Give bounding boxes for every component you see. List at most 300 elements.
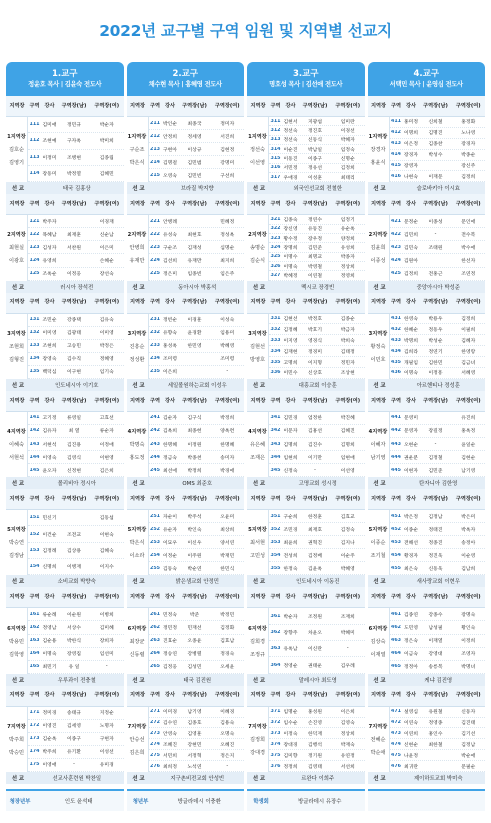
teacher-name: 장대경 [283, 742, 298, 748]
teacher-name: 정은미 [163, 272, 177, 278]
district-number: 415 [390, 162, 401, 168]
mission-label: 선 교 [11, 677, 25, 684]
region-leader-name: 조현희 [8, 343, 25, 350]
table-row [269, 412, 365, 425]
leader-male-name: 정진욱 [428, 553, 443, 559]
table-row [149, 562, 245, 575]
district-rows [149, 117, 245, 182]
leader-female-name: 박혜영 [220, 344, 235, 350]
district-number: 452 [390, 526, 401, 532]
leader-female-name: 조연정 [461, 272, 476, 278]
teacher-name: 유향숙 [163, 331, 177, 337]
district-number: 434 [390, 348, 401, 354]
table-row [269, 243, 365, 252]
district-number: 341 [270, 415, 281, 421]
header-leader-female: 구역장(여) [94, 495, 120, 502]
region-leader-name: 신동렬 [129, 651, 145, 658]
leader-male-name: 이지형 [308, 360, 322, 366]
leader-female-name: 강명미 [220, 160, 235, 166]
leader-male-name: 김수직 [67, 357, 81, 363]
mission-label: 선 교 [11, 284, 25, 291]
footer-text: 방글라데시 유장수 [298, 799, 342, 805]
leader-male-name: 정태진 [428, 527, 443, 533]
table-row [28, 150, 124, 166]
header-district: 구역 [390, 692, 402, 699]
district-number: 463 [390, 638, 401, 644]
leader-male-name: 조정원 [308, 614, 322, 620]
teacher-name: 임명순 [283, 710, 298, 716]
region-table-header [6, 96, 124, 117]
footer-missions [6, 789, 485, 811]
leader-male-name: 김민준 [308, 245, 322, 251]
region-table-header [127, 587, 245, 608]
header-region-leader: 지역장 [250, 692, 266, 699]
leader-female-name: 최상희 [220, 527, 235, 533]
district-number: 455 [390, 565, 401, 571]
table-row [269, 761, 365, 772]
district-number: 374 [270, 741, 281, 747]
header-region-leader: 지역장 [9, 594, 25, 601]
region-label: 3지역장 [127, 330, 147, 337]
header-region-leader: 지역장 [129, 594, 146, 601]
header-leader-male: 구역장(남) [182, 102, 207, 109]
district-rows [390, 314, 486, 379]
leader-male-name: 박정열 [67, 172, 81, 178]
district-rows [28, 510, 124, 575]
district-number: 431 [390, 316, 401, 321]
leader-female-name: 서혜영 [461, 371, 476, 377]
table-row [149, 340, 245, 353]
district-number: 121 [29, 218, 40, 224]
region-label: 1지역장 [368, 134, 388, 141]
district-number: 363 [270, 646, 281, 652]
district-number: 234 [149, 356, 160, 362]
header-teacher: 강사 [44, 102, 55, 109]
teacher-name: 이민수 [283, 371, 298, 377]
teacher-name: 장신영 [283, 227, 298, 233]
leader-female-name: 임기숙 [99, 370, 114, 376]
district-number: 443 [390, 441, 401, 447]
teacher-name: 장동미 [42, 172, 57, 178]
leader-female-name: 민혜정 [220, 219, 235, 225]
region-block [127, 391, 245, 489]
region-body [368, 117, 486, 182]
region-label: 7지역장 [7, 723, 26, 730]
mission-row [247, 182, 365, 194]
region-block [368, 587, 486, 685]
table-row [269, 562, 365, 575]
header-teacher: 강사 [164, 397, 176, 404]
teacher-name: 김동숙 [163, 566, 177, 572]
district-number: 315 [270, 155, 281, 161]
mission-text: 중앙아시아 박성준 [416, 284, 460, 291]
mission-text: 볼리비아 정시아 [57, 481, 96, 488]
district-number: 112 [29, 138, 40, 144]
district-number: 351 [270, 513, 281, 519]
district-number: 361 [270, 613, 281, 619]
table-row [269, 335, 365, 346]
leader-male-name: 박영철 [308, 264, 322, 270]
teacher-name: 조미령 [163, 357, 177, 363]
header-district: 구역 [270, 495, 281, 502]
header-teacher: 강사 [44, 397, 55, 404]
district-rows [149, 412, 245, 477]
table-row [390, 139, 486, 150]
district-number: 414 [390, 152, 401, 158]
district-number: 265 [149, 664, 160, 670]
district-number: 326 [270, 263, 281, 269]
leader-female-name: 박정희 [220, 416, 235, 422]
mission-text: 밝은샘교회 안정민 [175, 579, 219, 586]
leader-male-name: 강종택 [67, 318, 81, 324]
district-number: 235 [149, 369, 160, 375]
district-number: 241 [149, 415, 160, 421]
region-body [127, 608, 245, 673]
district-number: 263 [149, 638, 160, 644]
teacher-name: 조민순 [42, 318, 57, 324]
region-leader-name: 박순애 [370, 749, 386, 756]
leader-female-name: 김우례 [340, 663, 355, 669]
table-row [390, 451, 486, 464]
leader-female-name: 김영숙 [340, 721, 355, 726]
leader-male-name: 박정호 [308, 317, 322, 322]
leader-female-name: 김정희 [340, 166, 355, 172]
district-number: 225 [149, 271, 160, 277]
leader-female-name: 손혜순 [99, 259, 114, 264]
header-leader-female: 구역장(여) [335, 495, 361, 502]
table-row [269, 523, 365, 536]
district-number: 317 [270, 174, 281, 180]
region-leader-name: 박용민 [8, 638, 25, 645]
region-body [247, 510, 365, 575]
leader-male-name: 정동우 [428, 327, 443, 333]
leader-male-name: 장길정 [428, 429, 443, 435]
leader-male-name: 박남일 [308, 147, 322, 153]
district-number: 433 [390, 337, 401, 343]
footer-text: 인도 윤석태 [64, 799, 93, 805]
district-number: 165 [29, 664, 40, 670]
leader-female-name: 박순자 [99, 123, 114, 129]
teacher-name: 한영숙 [404, 317, 418, 322]
leader-male-name: 신동욱 [428, 566, 443, 572]
footer-cell [368, 789, 486, 811]
leader-male-name: 박정희 [187, 468, 202, 474]
mission-text: 케냐 김진영 [424, 677, 453, 684]
district-number: 425 [390, 271, 401, 277]
table-row [390, 510, 486, 523]
region-block [368, 391, 486, 489]
region-leader-cell [6, 117, 28, 182]
teacher-name: 박명희 [404, 338, 418, 344]
mission-text: 러시아 장석전 [60, 284, 94, 291]
district-rows [390, 510, 486, 575]
teacher-name: 도민영 [404, 626, 418, 631]
mission-label: 선 교 [373, 186, 386, 193]
header-leader-male: 구역장(남) [302, 397, 328, 404]
teacher-name: 이종순 [404, 527, 418, 533]
district-number: 242 [149, 428, 160, 434]
leader-female-name: 신명순 [340, 156, 355, 162]
table-row [149, 169, 245, 182]
teacher-name: 김순옥 [42, 737, 57, 743]
district-number: 451 [390, 513, 401, 519]
header-leader-female: 구역장(여) [214, 201, 240, 208]
table-row [269, 271, 365, 280]
district-number: 145 [29, 467, 40, 473]
leader-male-name: 이병재 [67, 565, 81, 571]
region-label: 3지역장 [368, 330, 388, 337]
region-label: 6지역장 [7, 625, 26, 632]
table-row [28, 133, 124, 149]
teacher-name: 김종연 [404, 612, 418, 618]
leader-female-name: 노나영 [461, 131, 476, 137]
table-row [28, 117, 124, 133]
region-leader-name: 서현석 [8, 454, 25, 461]
table-row [390, 739, 486, 750]
leader-male-name: 정민규 [67, 123, 81, 129]
teacher-name: 이지영 [283, 338, 298, 344]
teacher-name: 이영숙 [42, 455, 57, 461]
district-number: 243 [149, 441, 160, 447]
table-row [149, 523, 245, 536]
district-rows [269, 608, 365, 673]
teacher-name: 민신기 [42, 516, 57, 522]
mission-row [127, 379, 245, 391]
leader-female-name: 박순애 [461, 753, 476, 759]
district-number: 251 [149, 513, 160, 519]
leader-female-name: 박명녀 [461, 665, 476, 671]
header-leader-female: 구역장(여) [455, 299, 481, 306]
header-leader-male: 구역장(남) [61, 397, 87, 404]
region-table-header [6, 194, 124, 215]
table-row [28, 746, 124, 759]
table-row [269, 438, 365, 451]
header-leader-female: 구역장(여) [94, 594, 120, 601]
region-body [368, 707, 486, 772]
header-leader-female: 구역장(여) [455, 495, 481, 502]
mission-text: 인도네시아 이동진 [296, 579, 340, 586]
teacher-name: 홍성옥 [163, 344, 177, 350]
mission-row [368, 182, 486, 194]
district-rows [390, 412, 486, 477]
table-row [28, 340, 124, 353]
district-number: 465 [390, 664, 401, 670]
region-table-header [127, 194, 245, 215]
mission-text: 아르헨티나 정성훈 [416, 382, 460, 389]
leader-male-name: 차윤오 [308, 630, 322, 636]
mission-label: 선 교 [373, 481, 386, 488]
district-number: 135 [29, 369, 40, 375]
district-number: 375 [270, 752, 281, 758]
teacher-name: 이명숙 [42, 652, 57, 658]
region-body [368, 608, 486, 673]
teacher-name: 이은정 [404, 142, 418, 148]
region-leader-cell [247, 510, 269, 575]
table-row [269, 549, 365, 562]
header-district: 구역 [270, 692, 281, 699]
region-label: 2지역장 [368, 232, 388, 239]
footer-label: 청장년부 [9, 799, 31, 805]
leader-female-name: 양서연 [220, 540, 235, 546]
teacher-name: 이묘우 [163, 540, 177, 546]
mission-label: 선 교 [11, 579, 25, 586]
header-region-leader: 지역장 [129, 397, 146, 404]
region-label: 4지역장 [7, 428, 26, 435]
mission-text: 르완다 이희주 [301, 775, 335, 782]
leader-male-name: 김광태 [67, 331, 81, 337]
leader-male-name: 강영대 [428, 652, 443, 658]
region-block [247, 489, 365, 587]
region-leader-name: 김상숙 [370, 638, 386, 645]
region-leader-cell [6, 707, 28, 772]
header-leader-female: 구역장(여) [94, 397, 120, 404]
header-leader-female: 구역장(여) [335, 692, 361, 699]
district-number: 473 [390, 730, 401, 736]
table-row [28, 353, 124, 366]
parish-name: 3.교구 [292, 68, 319, 79]
header-teacher: 강사 [285, 201, 296, 208]
region-body [6, 215, 124, 280]
district-number: 245 [149, 467, 160, 473]
region-table-header [368, 391, 486, 412]
header-leader-male: 구역장(남) [61, 692, 87, 699]
teacher-name: 유옥남 [283, 647, 298, 653]
leader-female-name: 유성희 [340, 245, 355, 251]
mission-label: 선 교 [373, 579, 386, 586]
district-number: 133 [29, 343, 40, 349]
table-row [390, 425, 486, 438]
table-row [149, 241, 245, 254]
region-leader-name: 조기철 [370, 553, 386, 560]
district-number: 313 [270, 137, 281, 143]
header-leader-male: 구역장(남) [302, 495, 328, 502]
header-leader-female: 구역장(여) [455, 201, 481, 208]
region-table-header [6, 587, 124, 608]
district-number: 244 [149, 454, 160, 460]
header-region-leader: 지역장 [370, 299, 387, 306]
teacher-name: 정정아 [404, 665, 418, 671]
header-teacher: 강사 [405, 495, 417, 502]
header-leader-female: 구역장(여) [335, 299, 361, 306]
mission-label: 선 교 [11, 775, 25, 782]
district-rows [390, 707, 486, 772]
teacher-name: 나현숙 [404, 174, 418, 180]
leader-male-name: 김민빈 [187, 173, 202, 179]
district-number: 124 [29, 258, 40, 263]
leader-male-name: 유 일 [68, 665, 80, 671]
leader-female-name: 정미자 [220, 121, 235, 127]
teacher-name: 설영심 [404, 710, 418, 716]
leader-male-name: 최명교 [308, 255, 322, 261]
region-leader-name: 남기영 [370, 454, 386, 461]
region-leader-cell [6, 608, 28, 673]
region-leader-name: 박은식 [129, 160, 145, 167]
leader-male-name: 정세영 [187, 134, 202, 140]
leader-male-name: 유원철 [428, 710, 443, 716]
region-table-header [127, 293, 245, 314]
header-district: 구역 [390, 102, 402, 109]
table-row [28, 464, 124, 477]
table-row [149, 451, 245, 464]
mission-row [6, 575, 124, 587]
teacher-name: 박혜정 [283, 273, 298, 279]
leader-female-name: 구현자 [99, 737, 114, 743]
header-region-leader: 지역장 [250, 594, 266, 601]
leader-male-name: 이신란 [308, 647, 322, 653]
region-leader-name: 전혜순 [370, 736, 386, 743]
mission-label: 선 교 [11, 481, 25, 488]
region-block [368, 293, 486, 391]
header-leader-male: 구역장(남) [182, 692, 207, 699]
header-teacher: 강사 [405, 299, 417, 306]
teacher-name: 정민정 [163, 626, 177, 631]
region-leader-name: 김희경 [249, 638, 266, 645]
district-number: 436 [390, 370, 401, 376]
table-row [390, 523, 486, 536]
header-teacher: 강사 [164, 201, 176, 208]
district-number: 153 [29, 547, 40, 553]
leader-female-name: 장희자 [99, 639, 114, 645]
header-district: 구역 [29, 397, 40, 404]
leader-female-name: 임은주 [220, 272, 235, 278]
parish-pastors: 명호성 목사 | 김선애 전도사 [269, 80, 343, 88]
leader-male-name: 최종헌 [187, 429, 202, 435]
leader-male-name: 민재선 [187, 626, 202, 631]
leader-male-name: 최한철 [428, 742, 443, 748]
teacher-name: 전해선 [404, 540, 418, 546]
leader-female-name: 김종순 [340, 317, 355, 322]
region-leader-name: 진흥순 [129, 343, 145, 350]
teacher-name: 최희정 [163, 764, 177, 770]
table-row [28, 241, 124, 254]
mission-row [6, 772, 124, 784]
teacher-name: 안정희 [163, 134, 177, 140]
region-label: 5지역장 [7, 527, 26, 534]
table-row [269, 750, 365, 761]
region-label: 6지역장 [248, 625, 267, 632]
mission-text: 선교사훈련원 박찬일 [52, 775, 102, 782]
table-row [390, 549, 486, 562]
leader-male-name: 최재호 [308, 527, 322, 533]
table-row [149, 510, 245, 523]
district-rows [269, 215, 365, 280]
table-row [390, 228, 486, 241]
header-district: 구역 [149, 102, 161, 109]
teacher-name: 박인순 [163, 121, 177, 127]
header-district: 구역 [149, 594, 161, 601]
region-block [6, 293, 124, 391]
leader-male-name: - [314, 467, 316, 473]
leader-female-name: 지정순 [99, 711, 114, 717]
leader-male-name: 유동진 [308, 227, 322, 233]
teacher-name: 안병례 [163, 219, 177, 225]
leader-female-name: 남기영 [461, 468, 476, 474]
region-leader-name: 이광호 [8, 258, 25, 265]
footer-label: 청년부 [132, 799, 149, 805]
header-leader-male: 구역장(남) [182, 594, 207, 601]
teacher-name: 김종숙 [283, 217, 298, 223]
district-number: 274 [149, 741, 160, 747]
teacher-name: 임수순 [283, 721, 298, 726]
region-label: 7지역장 [368, 723, 388, 730]
table-row [149, 536, 245, 549]
header-region-leader: 지역장 [129, 692, 146, 699]
leader-female-name: 김정숙 [340, 527, 355, 533]
region-leader-name: 김현선 [249, 343, 266, 350]
mission-label: 선 교 [132, 284, 145, 291]
mission-row [127, 772, 245, 784]
table-row [269, 346, 365, 357]
